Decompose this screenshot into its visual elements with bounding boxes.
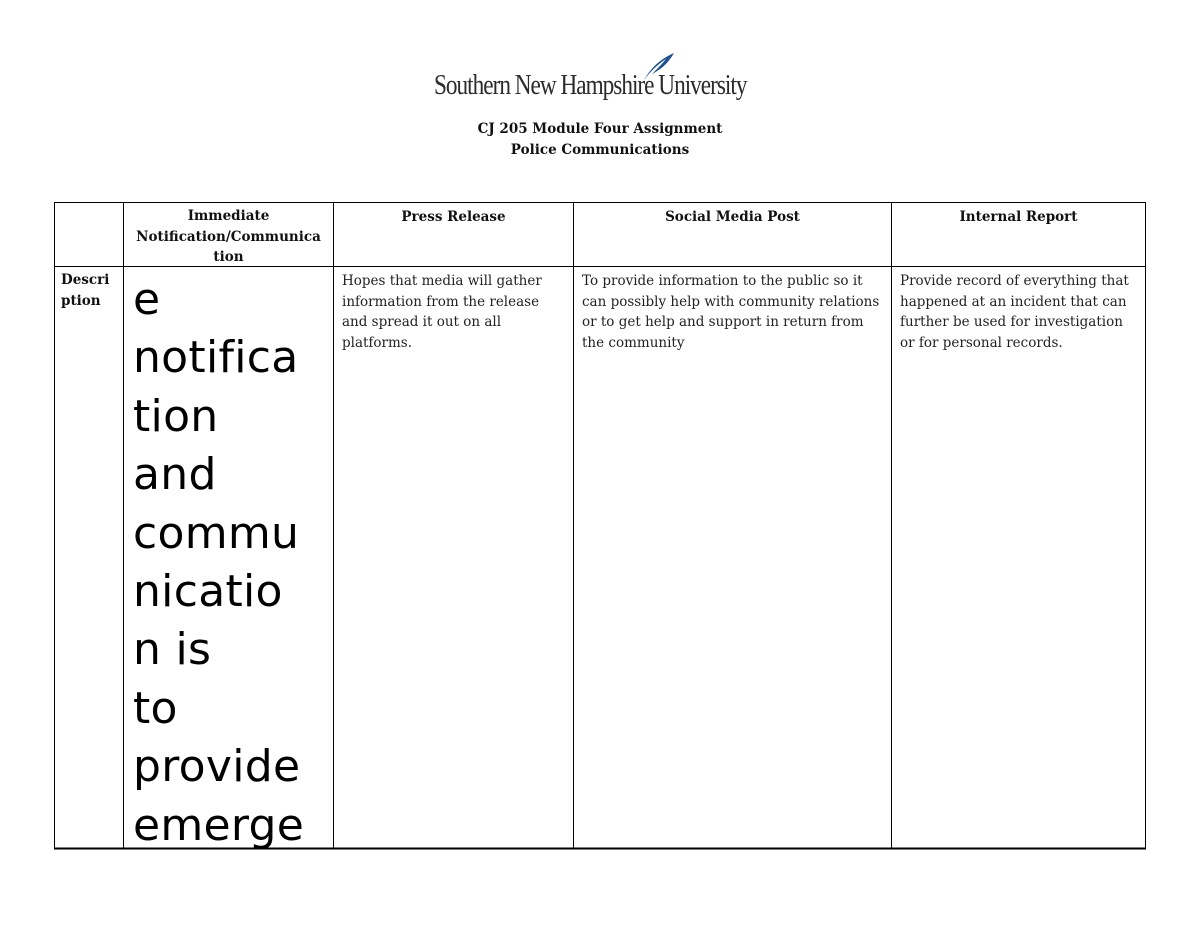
table-header-social-media-post: Social Media Post xyxy=(665,209,800,225)
table-header-internal-report: Internal Report xyxy=(959,209,1078,225)
university-logo xyxy=(432,52,772,104)
row-header-description: Descri ption xyxy=(61,272,110,309)
document-subtitle: Police Communications xyxy=(510,142,690,158)
table-header-empty xyxy=(55,203,123,266)
table-cell-press-release: Hopes that media will gather information from the release and spread it out on all platforms. xyxy=(342,273,542,351)
table-cell-internal-report: Provide record of everything that happened at an incident that can further be used for investigation or for personal records. xyxy=(900,273,1129,351)
logo-wordmark: Southern New Hampshire University xyxy=(434,70,747,101)
table-cell-social-media-post: To provide information to the public so it can possibly help with community relations or to get help and support in return from the community xyxy=(582,273,880,351)
document-title: CJ 205 Module Four Assignment xyxy=(477,121,723,137)
feather-icon xyxy=(640,52,676,82)
table-header-press-release: Press Release xyxy=(401,209,506,225)
table-header-immediate-notification: Immediate Notification/Communica tion xyxy=(136,208,321,265)
table-cell-immediate-notification: e notifica tion and commu nicatio n is to provide emerge xyxy=(133,274,305,848)
